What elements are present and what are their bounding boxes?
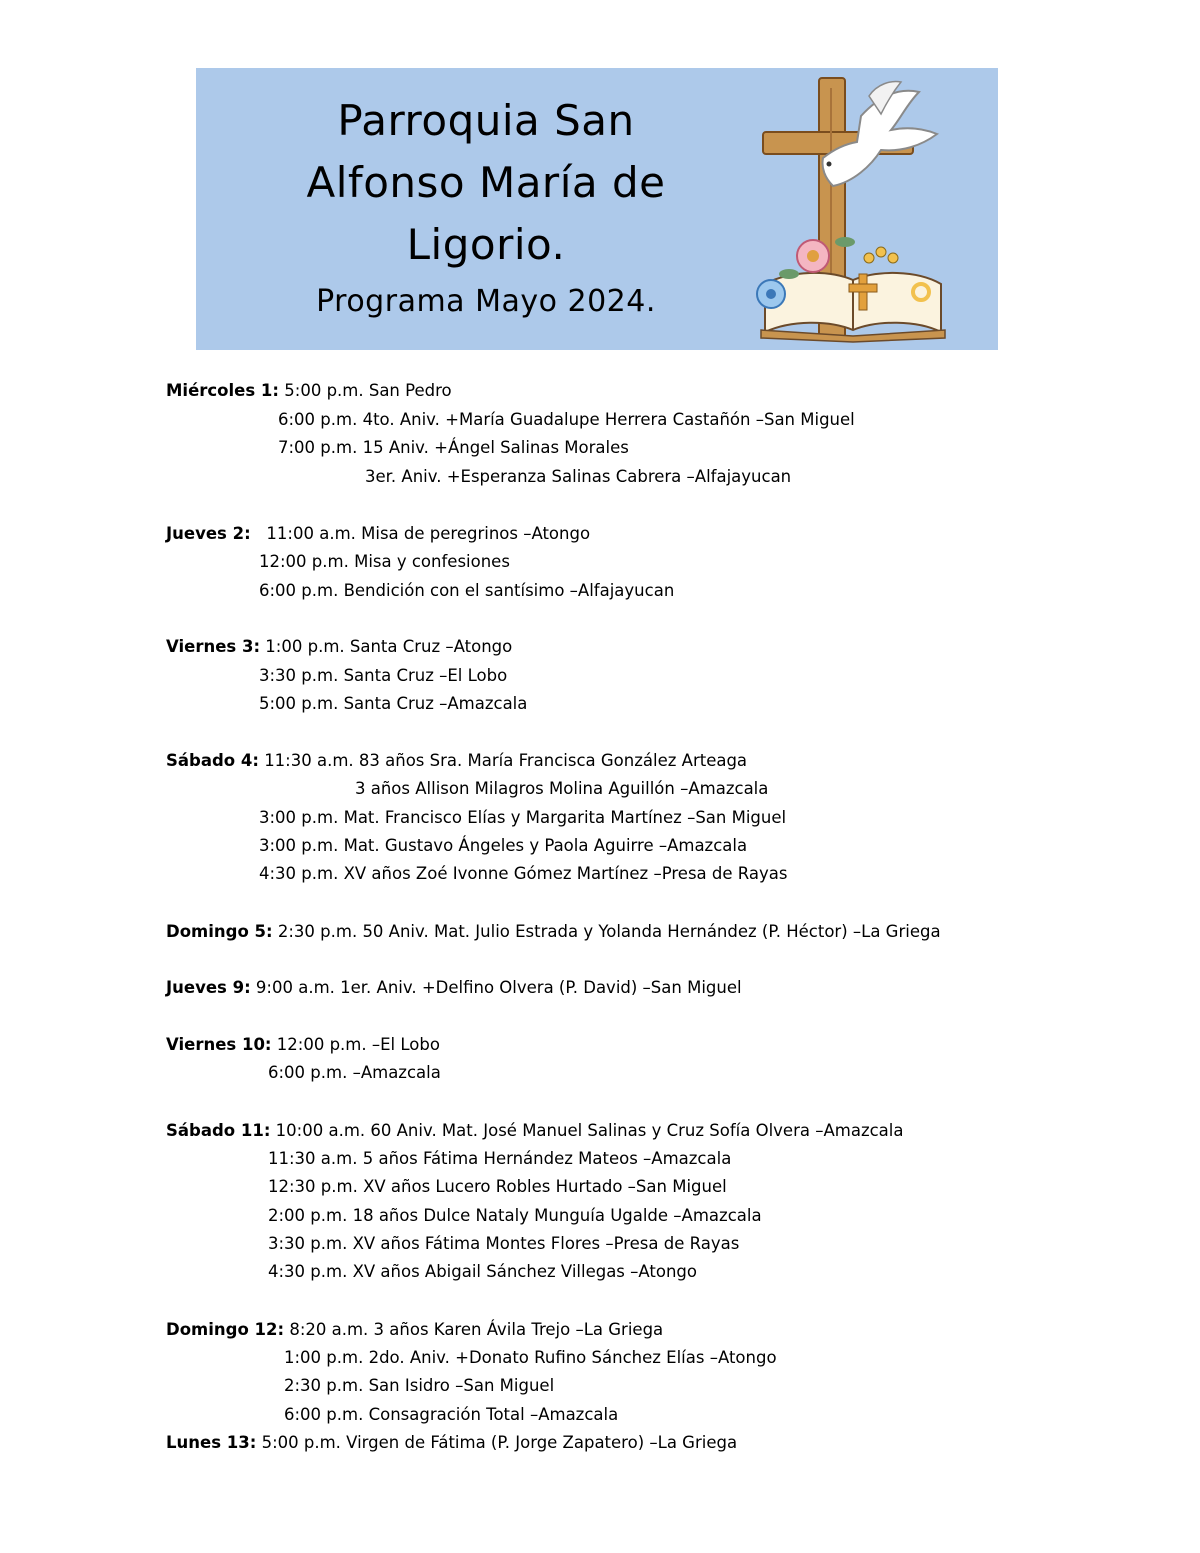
schedule-entry: 5:00 p.m. Virgen de Fátima (P. Jorge Zapatero) –La Griega (261, 1433, 738, 1452)
day-label: Sábado 11: (166, 1121, 271, 1140)
program-subtitle: Programa Mayo 2024. (316, 284, 656, 319)
schedule-entry: 9:00 a.m. 1er. Aniv. +Delfino Olvera (P. David) –San Miguel (255, 978, 742, 997)
schedule-entry: 11:30 a.m. 5 años Fátima Hernández Mateos –Amazcala (268, 1149, 732, 1168)
day-label: Domingo 12: (166, 1320, 285, 1339)
day-label: Viernes 3: (166, 637, 261, 656)
schedule-entry: 8:20 a.m. 3 años Karen Ávila Trejo –La Griega (289, 1320, 664, 1339)
day-label: Viernes 10: (166, 1035, 272, 1054)
title-line-2: Alfonso María de (306, 158, 666, 207)
schedule-entry: 11:30 a.m. 83 años Sra. María Francisca González Arteaga (264, 751, 748, 770)
schedule-entry: 11:00 a.m. Misa de peregrinos –Atongo (266, 524, 591, 543)
schedule-entry: 6:00 p.m. Bendición con el santísimo –Alfajayucan (259, 581, 675, 600)
schedule-entry: 6:00 p.m. Consagración Total –Amazcala (284, 1405, 619, 1424)
schedule-entry: 3:30 p.m. XV años Fátima Montes Flores –Presa de Rayas (268, 1234, 740, 1253)
schedule-entry: 4:30 p.m. XV años Abigail Sánchez Villegas –Atongo (268, 1262, 697, 1281)
schedule-day-row (166, 1117, 903, 1145)
schedule-entry: 6:00 p.m. –Amazcala (268, 1063, 441, 1082)
schedule-day-row (166, 377, 452, 405)
schedule-day-row (166, 633, 512, 661)
schedule-entry: 5:00 p.m. San Pedro (284, 381, 452, 400)
schedule-entry: 3er. Aniv. +Esperanza Salinas Cabrera –Alfajayucan (365, 467, 792, 486)
schedule-day-row (166, 1031, 440, 1059)
schedule-day-row (166, 974, 742, 1002)
day-label: Domingo 5: (166, 922, 273, 941)
schedule-entry: 6:00 p.m. 4to. Aniv. +María Guadalupe Herrera Castañón –San Miguel (278, 410, 855, 429)
schedule-entry: 2:30 p.m. 50 Aniv. Mat. Julio Estrada y Yolanda Hernández (P. Héctor) –La Griega (277, 922, 941, 941)
schedule-entry: 1:00 p.m. Santa Cruz –Atongo (265, 637, 513, 656)
schedule-entry: 3:30 p.m. Santa Cruz –El Lobo (259, 666, 508, 685)
schedule-entry: 3:00 p.m. Mat. Gustavo Ángeles y Paola Aguirre –Amazcala (259, 836, 748, 855)
schedule-day-row (166, 1316, 663, 1344)
title-line-3: Ligorio. (406, 220, 566, 269)
schedule-entry: 12:30 p.m. XV años Lucero Robles Hurtado –San Miguel (268, 1177, 727, 1196)
header-banner (196, 68, 998, 350)
schedule-day-row (166, 918, 941, 946)
schedule-entry: 12:00 p.m. –El Lobo (276, 1035, 440, 1054)
schedule-entry: 3 años Allison Milagros Molina Aguillón –Amazcala (355, 779, 769, 798)
schedule-entry: 5:00 p.m. Santa Cruz –Amazcala (259, 694, 528, 713)
schedule-entry: 3:00 p.m. Mat. Francisco Elías y Margarita Martínez –San Miguel (259, 808, 787, 827)
day-label: Jueves 9: (166, 978, 251, 997)
day-label: Sábado 4: (166, 751, 259, 770)
schedule-entry: 7:00 p.m. 15 Aniv. +Ángel Salinas Morales (278, 438, 629, 457)
schedule-entry: 4:30 p.m. XV años Zoé Ivonne Gómez Martínez –Presa de Rayas (259, 864, 788, 883)
schedule-day-row (166, 747, 747, 775)
day-label: Miércoles 1: (166, 381, 280, 400)
schedule-entry: 1:00 p.m. 2do. Aniv. +Donato Rufino Sánchez Elías –Atongo (284, 1348, 777, 1367)
schedule-entry: 2:00 p.m. 18 años Dulce Nataly Munguía Ugalde –Amazcala (268, 1206, 762, 1225)
schedule-day-row (166, 1429, 737, 1457)
day-label: Lunes 13: (166, 1433, 257, 1452)
schedule-entry: 10:00 a.m. 60 Aniv. Mat. José Manuel Salinas y Cruz Sofía Olvera –Amazcala (275, 1121, 904, 1140)
schedule-entry: 12:00 p.m. Misa y confesiones (259, 552, 510, 571)
schedule-entry: 2:30 p.m. San Isidro –San Miguel (284, 1376, 555, 1395)
title-block (196, 90, 776, 322)
cross-dove-bible-icon (741, 74, 981, 344)
title-line-1: Parroquia San (337, 96, 635, 145)
day-label: Jueves 2: (166, 524, 251, 543)
schedule-day-row (166, 520, 590, 548)
